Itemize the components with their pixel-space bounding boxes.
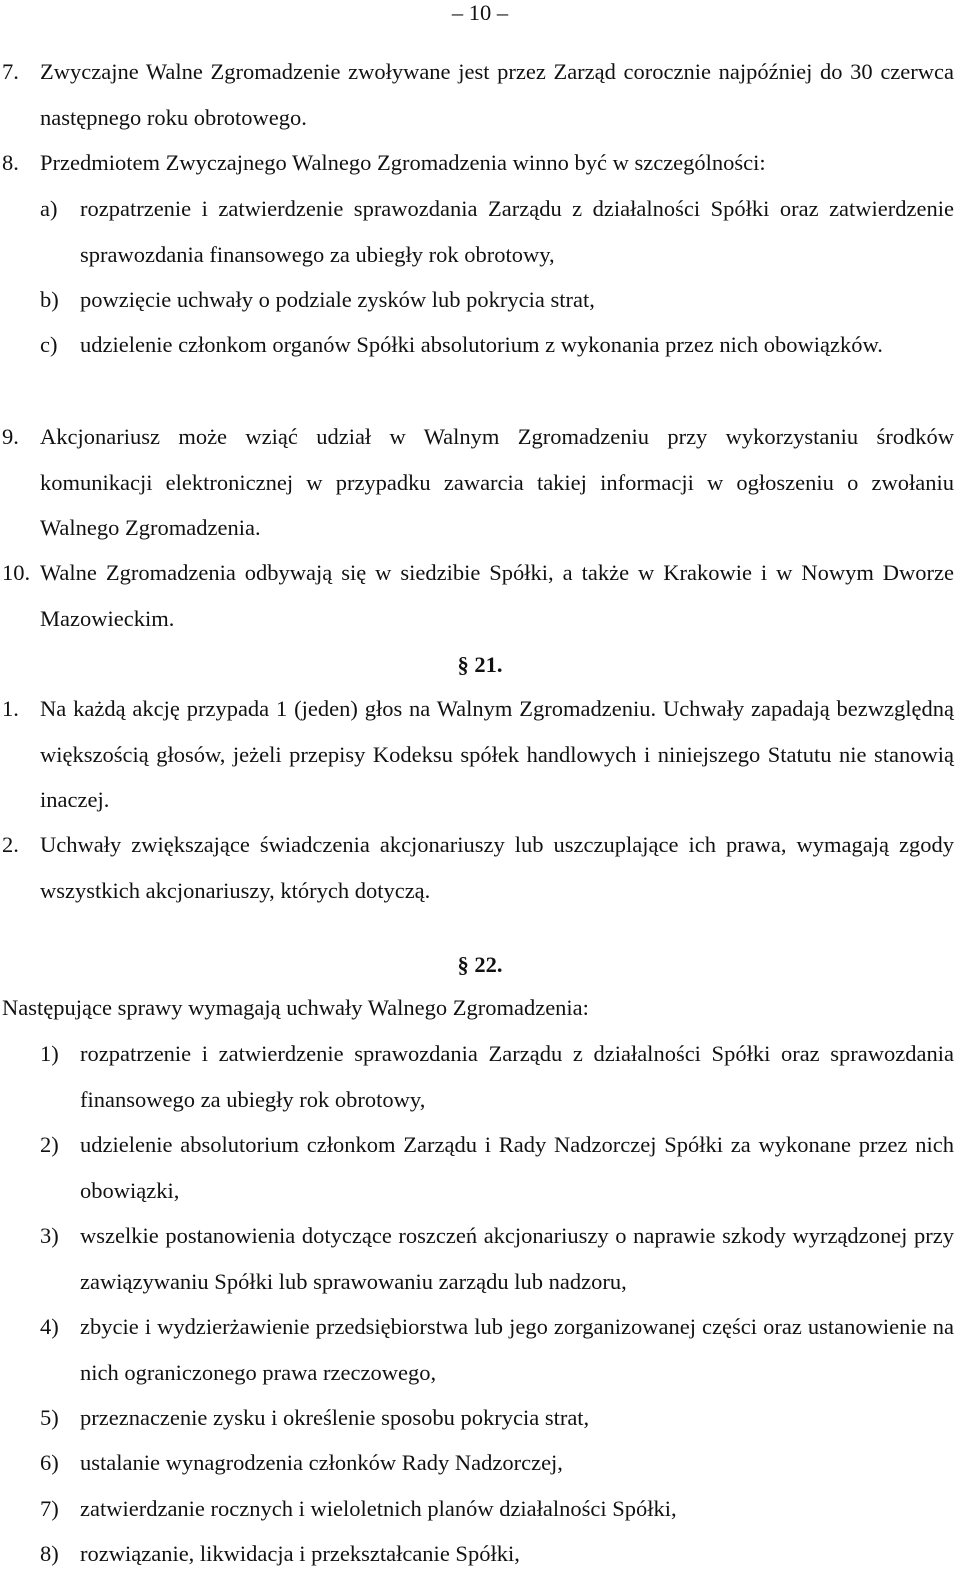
- list-item: [0, 686, 958, 823]
- item-text: Przedmiotem Zwyczajnego Walnego Zgromadzenia winno być w szczególności:: [40, 150, 766, 175]
- item-text: zbycie i wydzierżawienie przedsiębiorstwa lub jego zorganizowanej części oraz ustanowienie na nich ograniczonego prawa rzeczowego,: [80, 1314, 954, 1385]
- item-number: 2.: [2, 832, 19, 857]
- item-text: rozwiązanie, likwidacja i przekształcanie Spółki,: [80, 1541, 520, 1566]
- item-number: 9.: [2, 424, 19, 449]
- list-item: [0, 140, 958, 186]
- item-number: 7): [40, 1496, 59, 1521]
- item-text: Walne Zgromadzenia odbywają się w siedzibie Spółki, a także w Krakowie i w Nowym Dworze Mazowieckim.: [40, 560, 954, 631]
- numbered-item: [40, 1395, 954, 1441]
- item-text: udzielenie absolutorium członkom Zarządu i Rady Nadzorczej Spółki za wykonane przez nich obowiązki,: [80, 1132, 954, 1203]
- item-text: Uchwały zwiększające świadczenia akcjonariuszy lub uszczuplające ich prawa, wymagają zgody wszystkich akcjonariuszy, których dotyczą.: [40, 832, 954, 903]
- numbered-item: [40, 1213, 954, 1304]
- numbered-item: [40, 1440, 954, 1486]
- item-number: 2): [40, 1132, 59, 1157]
- item-text: wszelkie postanowienia dotyczące roszczeń akcjonariuszy o naprawie szkody wyrządzonej przy zawiązywaniu Spółki lub sprawowaniu zarządu lub nadzoru,: [80, 1223, 954, 1294]
- item-number: 1.: [2, 696, 19, 721]
- item-text: zatwierdzanie rocznych i wieloletnich planów działalności Spółki,: [80, 1496, 677, 1521]
- item-text: ustalanie wynagrodzenia członków Rady Nadzorczej,: [80, 1450, 563, 1475]
- item-text: Akcjonariusz może wziąć udział w Walnym Zgromadzeniu przy wykorzystaniu środków komunikacji elektronicznej w przypadku zawarcia takiej informacji w ogłoszeniu o zwołaniu Walnego Zgromadzenia.: [40, 424, 954, 541]
- item-number: 1): [40, 1041, 59, 1066]
- list-item: [0, 49, 958, 140]
- sub-list-item: [40, 322, 954, 368]
- item-number: 6): [40, 1450, 59, 1475]
- item-number: 4): [40, 1314, 59, 1339]
- item-number: 8.: [2, 150, 19, 175]
- numbered-item: [40, 1304, 954, 1395]
- list-item: [0, 550, 958, 641]
- sub-item-label: b): [40, 287, 59, 312]
- section-heading-22: § 22.: [457, 952, 503, 977]
- numbered-item: [40, 1531, 954, 1577]
- sub-item-text: udzielenie członkom organów Spółki absolutorium z wykonania przez nich obowiązków.: [80, 332, 883, 357]
- sub-list-item: [40, 186, 954, 277]
- sub-list-item: [40, 277, 954, 323]
- numbered-item: [40, 1031, 954, 1122]
- item-number: 3): [40, 1223, 59, 1248]
- numbered-item: [40, 1122, 954, 1213]
- item-number: 8): [40, 1541, 59, 1566]
- item-text: przeznaczenie zysku i określenie sposobu pokrycia strat,: [80, 1405, 590, 1430]
- item-text: Na każdą akcję przypada 1 (jeden) głos na Walnym Zgromadzeniu. Uchwały zapadają bezwzględną większością głosów, jeżeli przepisy Kodeksu spółek handlowych i niniejszego Statutu nie stanowią inaczej.: [40, 696, 954, 813]
- sub-item-label: c): [40, 332, 58, 357]
- item-number: 7.: [2, 59, 19, 84]
- item-text: Zwyczajne Walne Zgromadzenie zwoływane jest przez Zarząd corocznie najpóźniej do 30 czerwca następnego roku obrotowego.: [40, 59, 954, 130]
- section-intro: Następujące sprawy wymagają uchwały Walnego Zgromadzenia:: [2, 995, 589, 1020]
- item-number: 10.: [2, 560, 31, 585]
- list-item: [0, 414, 958, 551]
- sub-item-text: rozpatrzenie i zatwierdzenie sprawozdania Zarządu z działalności Spółki oraz zatwierdzenie sprawozdania finansowego za ubiegły rok obrotowy,: [80, 196, 954, 267]
- item-number: 5): [40, 1405, 59, 1430]
- section-heading-21: § 21.: [457, 652, 503, 677]
- numbered-item: [40, 1486, 954, 1532]
- page-number: – 10 –: [451, 0, 509, 25]
- sub-item-text: powzięcie uchwały o podziale zysków lub pokrycia strat,: [80, 287, 595, 312]
- item-text: rozpatrzenie i zatwierdzenie sprawozdania Zarządu z działalności Spółki oraz sprawozdania finansowego za ubiegły rok obrotowy,: [80, 1041, 954, 1112]
- sub-item-label: a): [40, 196, 58, 221]
- list-item: [0, 822, 958, 913]
